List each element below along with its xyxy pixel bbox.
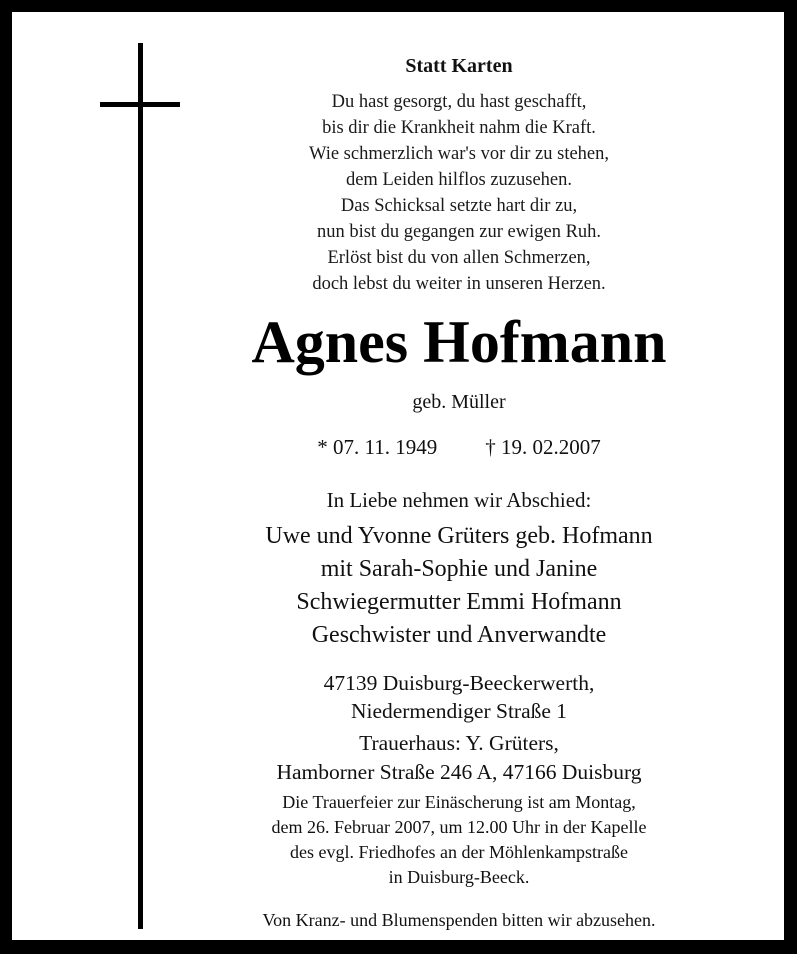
address-line: 47139 Duisburg-Beeckerwerth,	[323, 671, 595, 695]
poem-line: Du hast gesorgt, du hast geschafft,	[331, 92, 587, 112]
poem-line: nun bist du gegangen zur ewigen Ruh.	[316, 222, 602, 242]
deceased-name: Agnes Hofmann	[251, 309, 667, 375]
birth-date: * 07. 11. 1949	[317, 435, 438, 459]
poem-line: Das Schicksal setzte hart dir zu,	[340, 196, 578, 216]
service-line: dem 26. Februar 2007, um 12.00 Uhr in der Kapelle	[271, 817, 647, 837]
poem-line: bis dir die Krankheit nahm die Kraft.	[322, 118, 596, 138]
obituary-notice	[12, 12, 784, 940]
address-line: Niedermendiger Straße 1	[350, 699, 568, 723]
maiden-name: geb. Müller	[412, 391, 506, 413]
service-line: Die Trauerfeier zur Einäscherung ist am Montag,	[282, 792, 636, 812]
farewell-line: In Liebe nehmen wir Abschied:	[326, 488, 592, 512]
mourner-line: Geschwister und Anverwandte	[311, 622, 607, 648]
poem-line: Wie schmerzlich war's vor dir zu stehen,	[308, 144, 610, 164]
service-line: des evgl. Friedhofes an der Möhlenkampstraße	[290, 842, 628, 862]
mourner-line: Uwe und Yvonne Grüters geb. Hofmann	[265, 523, 653, 549]
death-date: † 19. 02.2007	[485, 435, 601, 459]
address-line: Hamborner Straße 246 A, 47166 Duisburg	[276, 760, 642, 784]
service-line: in Duisburg-Beeck.	[388, 867, 530, 887]
notice-header: Statt Karten	[405, 55, 513, 77]
life-dates	[182, 435, 736, 460]
closing-request: Von Kranz- und Blumenspenden bitten wir abzusehen.	[262, 910, 656, 930]
poem-line: dem Leiden hilflos zuzusehen.	[345, 170, 573, 190]
poem-line: Erlöst bist du von allen Schmerzen,	[327, 248, 591, 268]
poem-line: doch lebst du weiter in unseren Herzen.	[312, 274, 606, 294]
cross-icon-horizontal-bar	[100, 102, 180, 107]
address-line: Trauerhaus: Y. Grüters,	[359, 731, 559, 755]
mourner-line: mit Sarah-Sophie und Janine	[320, 556, 598, 582]
mourner-line: Schwiegermutter Emmi Hofmann	[296, 589, 622, 615]
cross-icon-vertical-bar	[138, 43, 143, 929]
